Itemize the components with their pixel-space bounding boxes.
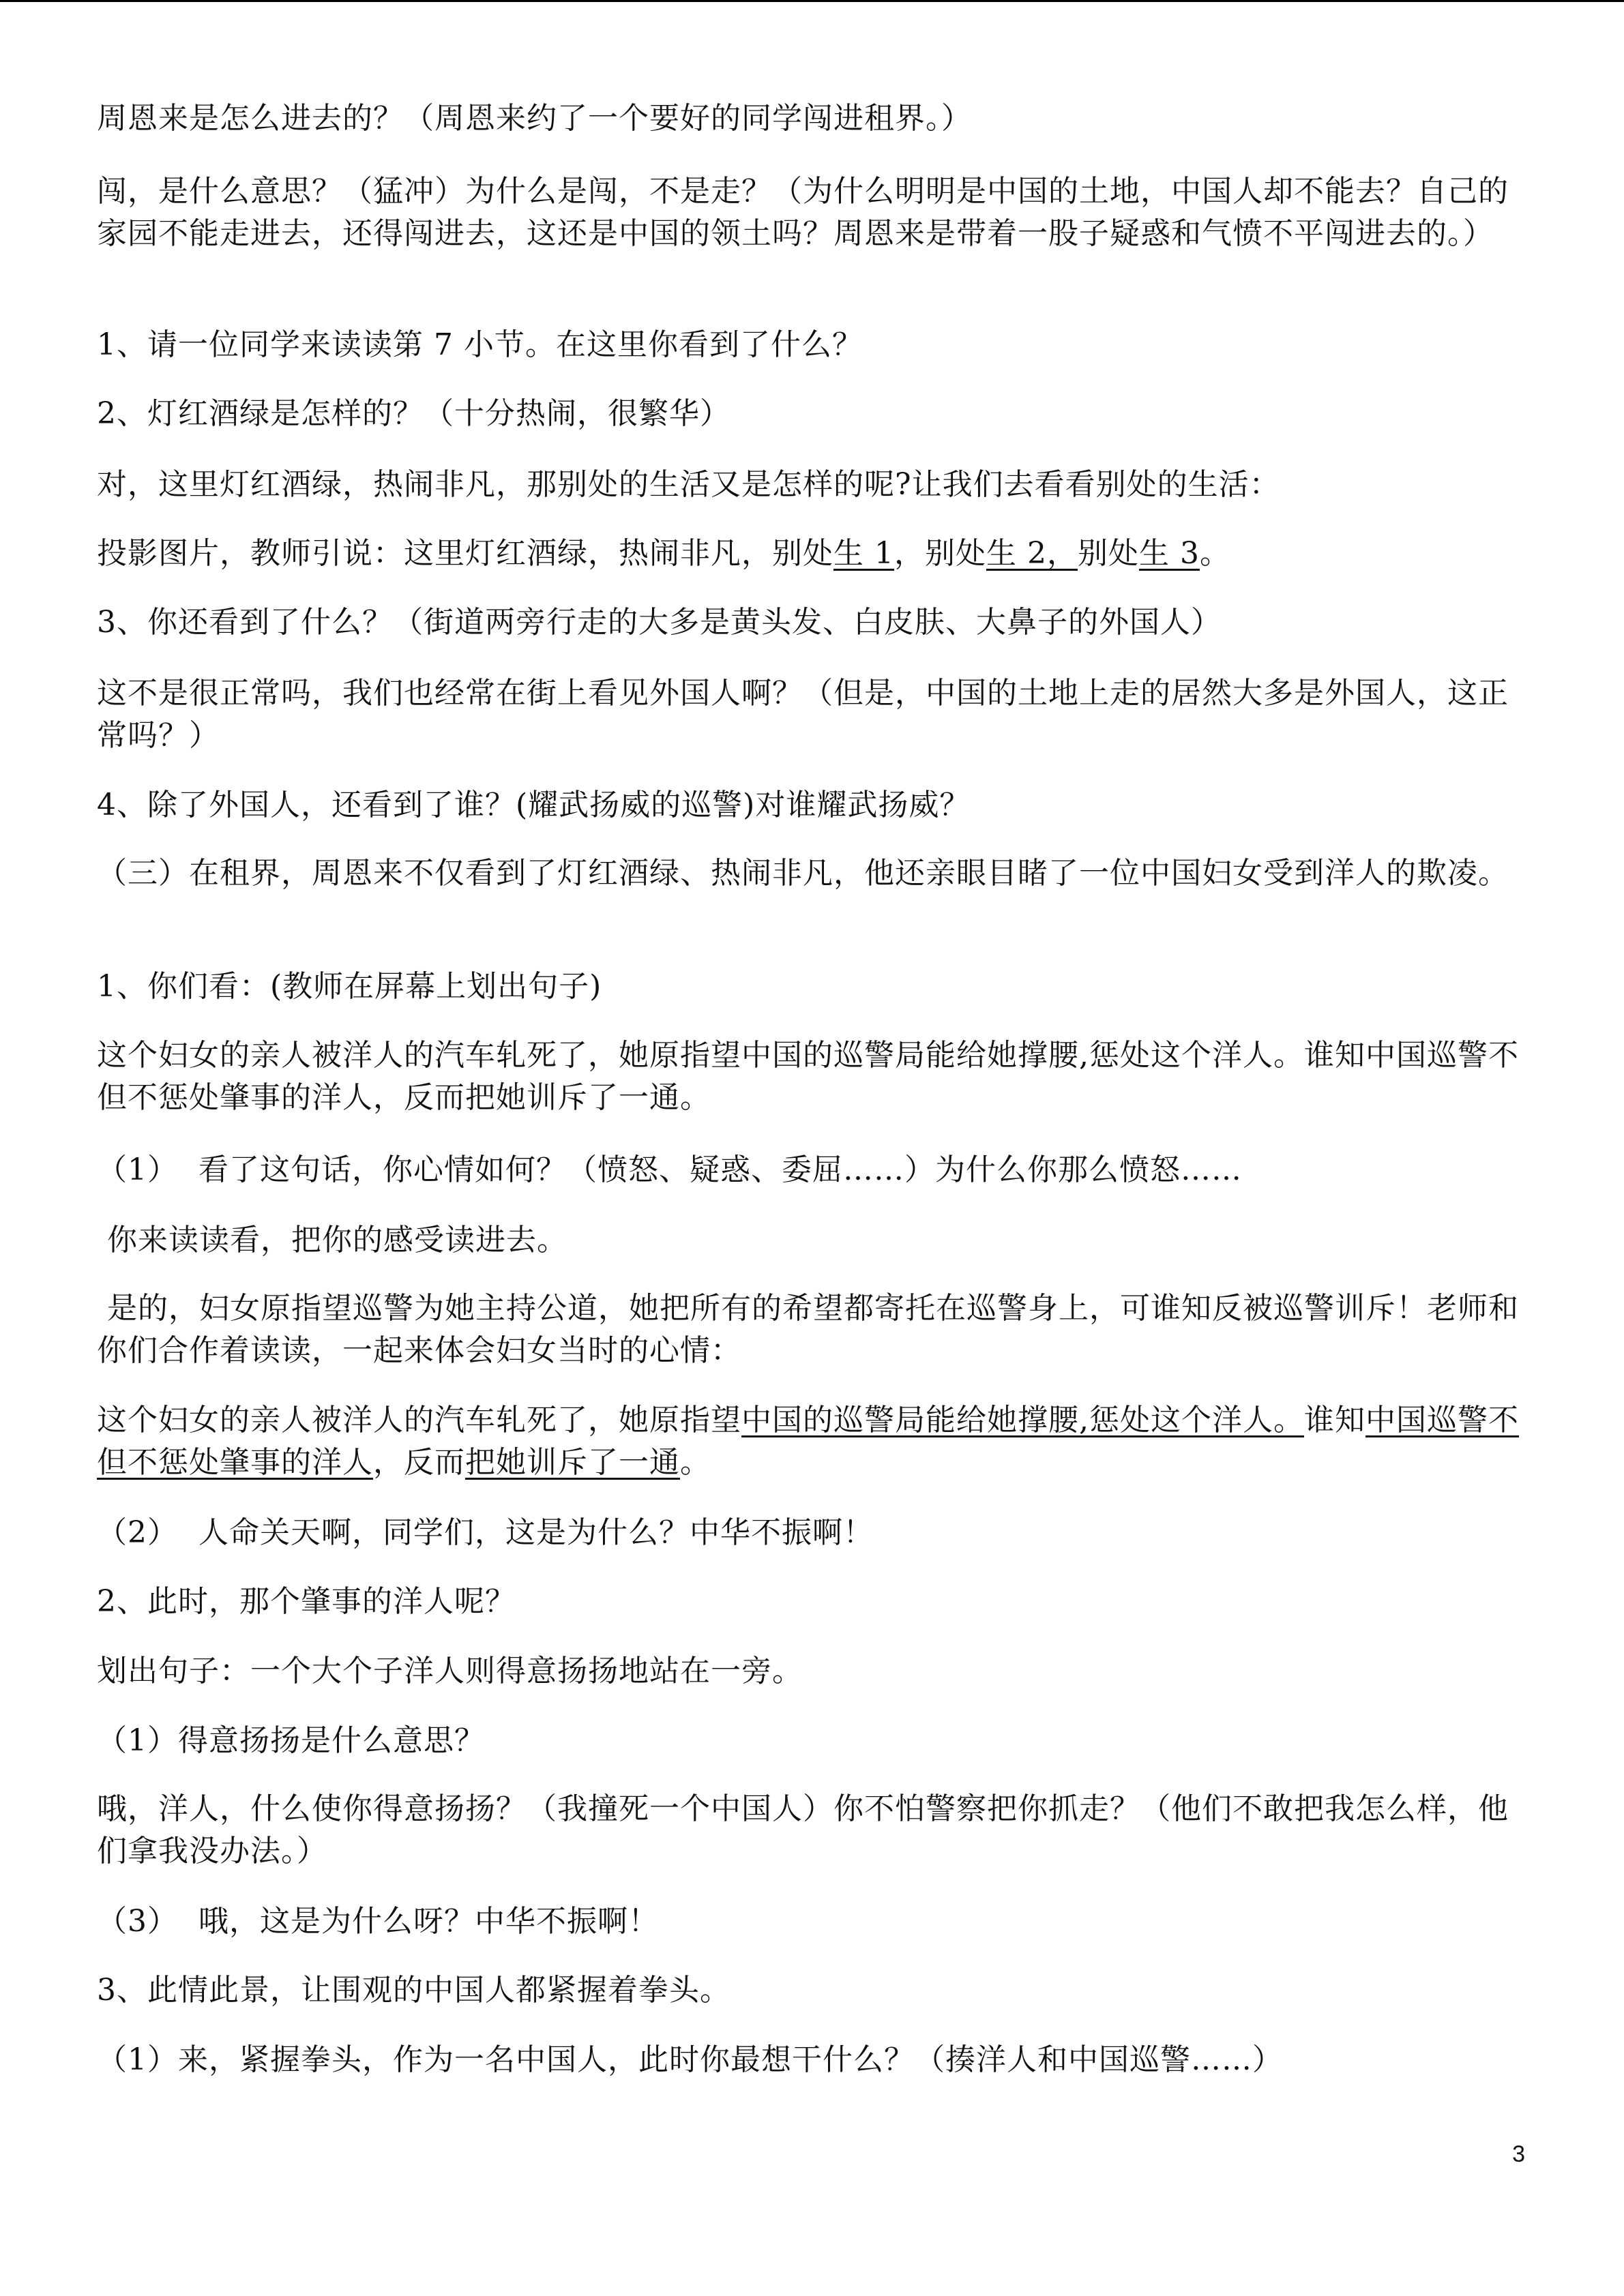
text-segment: 投影图片，教师引说：这里灯红酒绿，热闹非凡，别处 [97,536,833,571]
paragraph: 2、此时，那个肇事的洋人呢？ [97,1584,516,1619]
paragraph: 你来读读看，把你的感受读进去。 [97,1223,567,1257]
paragraph: 划出句子：一个大个子洋人则得意扬扬地站在一旁。 [97,1654,803,1688]
underlined-text: 把她训斥了一通 [465,1445,680,1480]
paragraph: 3、你还看到了什么？（街道两旁行走的大多是黄头发、白皮肤、大鼻子的外国人） [97,605,1222,640]
quoted-sentence-underlined [97,1399,1536,1484]
text-segment: 。 [1199,536,1230,571]
paragraph: （1）得意扬扬是什么意思？ [97,1723,485,1758]
paragraph: （2） 人命关天啊，同学们，这是为什么？中华不振啊！ [97,1515,874,1550]
underlined-text: 生 2， [986,536,1078,571]
text-segment: 。 [680,1445,711,1480]
paragraph: 3、此情此景，让围观的中国人都紧握着拳头。 [97,1973,730,2008]
underlined-text: 生 3 [1138,536,1200,571]
page-number: 3 [1512,2141,1525,2167]
paragraph: 这不是很正常吗，我们也经常在街上看见外国人啊？（但是，中国的土地上走的居然大多是外国人，这正常吗？） [97,676,1509,753]
paragraph: 是的，妇女原指望巡警为她主持公道，她把所有的希望都寄托在巡警身上，可谁知反被巡警训斥！老师和你们合作着读读，一起来体会妇女当时的心情： [97,1291,1519,1368]
text-segment: 别处 [1077,536,1139,571]
paragraph: （3） 哦，这是为什么呀？中华不振啊！ [97,1904,659,1939]
text-segment: ，反而 [373,1445,465,1480]
text-segment: 这个妇女的亲人被洋人的汽车轧死了，她原指望 [97,1403,741,1437]
underlined-text: 生 1 [833,536,894,571]
paragraph-underlined [97,533,1536,575]
quoted-sentence: 这个妇女的亲人被洋人的汽车轧死了，她原指望中国的巡警局能给她撑腰,惩处这个洋人。谁知中国巡警不但不惩处肇事的洋人，反而把她训斥了一通。 [97,1038,1519,1115]
paragraph: 哦，洋人，什么使你得意扬扬？（我撞死一个中国人）你不怕警察把你抓走？（他们不敢把我怎么样，他们拿我没办法。） [97,1791,1509,1868]
paragraph: 1、你们看：(教师在屏幕上划出句子) [97,969,602,1004]
underlined-text: 中国巡警不但不惩处肇事的洋人 [97,1403,1519,1480]
text-segment: ，别处 [894,536,986,571]
paragraph: 闯，是什么意思？（猛冲）为什么是闯，不是走？（为什么明明是中国的土地，中国人却不能去？自己的家园不能走进去，还得闯进去，这还是中国的领土吗？周恩来是带着一股子疑惑和气愤不平闯进去的。） [97,174,1509,251]
paragraph: 周恩来是怎么进去的？（周恩来约了一个要好的同学闯进租界。） [97,101,972,136]
paragraph: （1）来，紧握拳头，作为一名中国人，此时你最想干什么？（揍洋人和中国巡警……） [97,2042,1283,2077]
paragraph: 2、灯红酒绿是怎样的？（十分热闹，很繁华） [97,396,730,431]
paragraph: 对，这里灯红酒绿，热闹非凡，那别处的生活又是怎样的呢?让我们去看看别处的生活： [97,467,1280,502]
text-segment: 谁知 [1304,1403,1365,1437]
paragraph: （1） 看了这句话，你心情如何？（愤怒、疑惑、委屈……）为什么你那么愤怒…… [97,1152,1242,1187]
top-border-line [0,0,1624,2]
paragraph: 4、除了外国人，还看到了谁？(耀武扬威的巡警)对谁耀武扬威？ [97,788,971,822]
section-heading: （三）在租界，周恩来不仅看到了灯红酒绿、热闹非凡，他还亲眼目睹了一位中国妇女受到洋人的欺凌。 [97,856,1509,891]
underlined-text: 中国的巡警局能给她撑腰,惩处这个洋人。 [741,1403,1304,1437]
paragraph: 1、请一位同学来读读第 7 小节。在这里你看到了什么？ [97,327,863,362]
